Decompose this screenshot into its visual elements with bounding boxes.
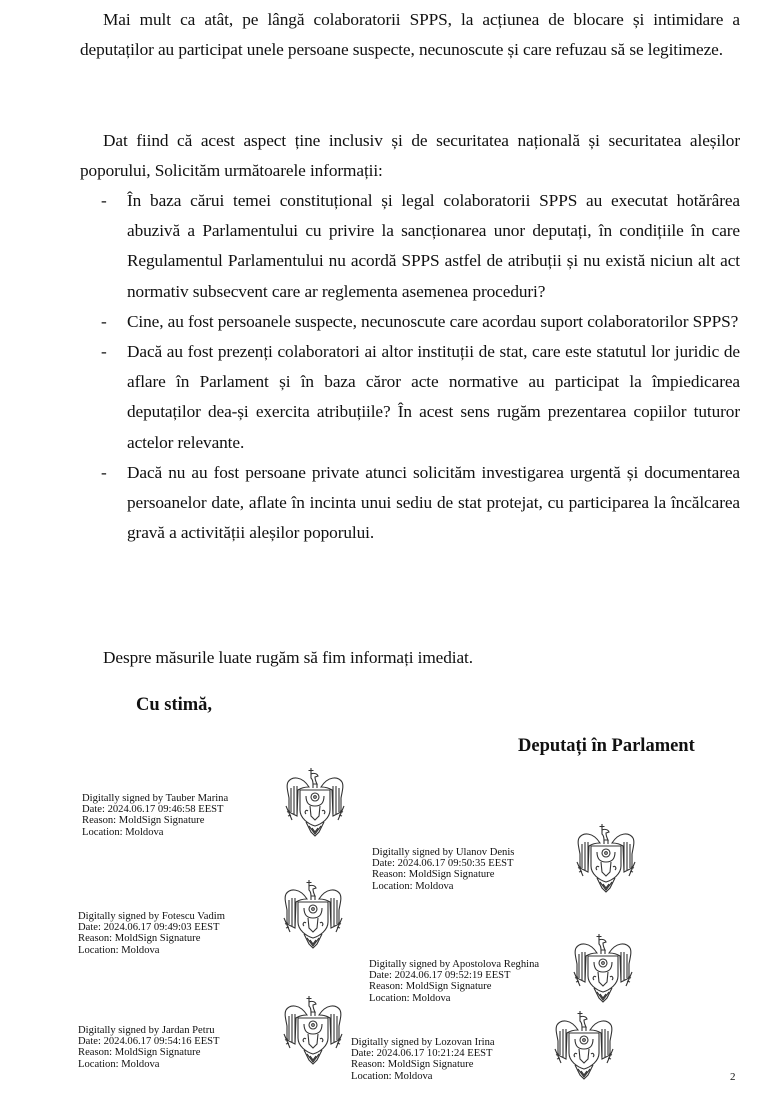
digital-signature-block[interactable]	[369, 959, 539, 1004]
signature-date: Date: 2024.06.17 09:52:19 EEST	[369, 970, 511, 982]
moldova-coat-of-arms-icon	[282, 878, 344, 950]
request-item	[80, 186, 740, 307]
paragraph-3-text: Despre măsurile luate rugăm să fim informați imediat.	[103, 648, 473, 667]
moldova-coat-of-arms-icon	[282, 994, 344, 1066]
requests-list	[80, 186, 740, 548]
signature-reason: Reason: MoldSign Signature	[351, 1059, 474, 1071]
signature-signer: Digitally signed by Lozovan Irina	[351, 1037, 495, 1048]
digital-signature-block[interactable]	[372, 847, 514, 892]
moldova-coat-of-arms-icon	[575, 822, 637, 894]
request-text: Dacă nu au fost persoane private atunci solicităm investigarea urgentă și documentarea persoanelor date, aflate în incinta unui sediu de stat protejat, cu participarea la încălcarea gravă a activității aleșilor poporului.	[127, 462, 740, 543]
signature-date: Date: 2024.06.17 09:54:16 EEST	[78, 1036, 220, 1048]
signature-signer: Digitally signed by Fotescu Vadim	[78, 911, 225, 922]
signature-location: Location: Moldova	[351, 1070, 433, 1082]
signature-signer: Digitally signed by Jardan Petru	[78, 1025, 215, 1036]
signature-date: Date: 2024.06.17 09:49:03 EEST	[78, 922, 220, 934]
paragraph-request-intro	[80, 126, 740, 186]
moldova-coat-of-arms-icon	[553, 1009, 615, 1081]
signature-reason: Reason: MoldSign Signature	[78, 933, 201, 945]
signature-signer: Digitally signed by Apostolova Reghina	[369, 959, 540, 970]
paragraph-2-text: Dat fiind că acest aspect ține inclusiv și de securitatea națională și securitatea aleșilor poporului, Solicităm următoarele informații:	[80, 131, 740, 181]
list-dash: -	[101, 311, 107, 331]
signature-signer: Digitally signed by Ulanov Denis	[372, 847, 515, 858]
page-number: 2	[730, 1071, 736, 1083]
request-text: Dacă au fost prezenți colaboratori ai altor instituții de stat, care este statutul lor juridic de aflare în Parlament și în baza căror acte normative au participat la împiedicarea deputaților dea-și exercita atribuțiile? În acest sens rugăm prezentarea copiilor tuturor actelor relevante.	[127, 342, 740, 452]
signature-date: Date: 2024.06.17 10:21:24 EEST	[351, 1048, 493, 1060]
moldova-coat-of-arms-icon	[284, 766, 346, 838]
signature-location: Location: Moldova	[78, 944, 160, 956]
signatory-title: Deputați în Parlament	[518, 736, 695, 756]
list-dash: -	[101, 462, 107, 482]
digital-signature-block[interactable]	[82, 793, 228, 838]
digital-signature-block[interactable]	[78, 1025, 220, 1070]
request-item	[80, 337, 740, 458]
request-item	[80, 458, 740, 549]
signature-reason: Reason: MoldSign Signature	[78, 1047, 201, 1059]
digital-signature-block[interactable]	[78, 911, 225, 956]
signature-reason: Reason: MoldSign Signature	[372, 869, 495, 881]
signature-location: Location: Moldova	[372, 880, 454, 892]
signature-location: Location: Moldova	[82, 826, 164, 838]
signature-date: Date: 2024.06.17 09:46:58 EEST	[82, 804, 224, 816]
moldova-coat-of-arms-icon	[572, 932, 634, 1004]
signature-date: Date: 2024.06.17 09:50:35 EEST	[372, 858, 514, 870]
request-item	[80, 307, 740, 337]
signature-signer: Digitally signed by Tauber Marina	[82, 793, 229, 804]
paragraph-participants	[80, 5, 740, 65]
paragraph-1-text: Mai mult ca atât, pe lângă colaboratorii SPPS, la acțiunea de blocare și intimidare a deputaților au participat unele persoane suspecte, necunoscute și care refuzau să se legitimeze.	[80, 10, 740, 60]
list-dash: -	[101, 342, 107, 362]
closing-salutation: Cu stimă,	[136, 695, 213, 715]
signature-reason: Reason: MoldSign Signature	[82, 815, 205, 827]
request-text: Cine, au fost persoanele suspecte, necunoscute care acordau suport colaboratorilor SPPS?	[127, 311, 739, 331]
paragraph-inform	[80, 643, 740, 673]
signature-reason: Reason: MoldSign Signature	[369, 981, 492, 993]
request-text: În baza cărui temei constituțional și legal colaboratorii SPPS au executat hotărârea abuzivă a Parlamentului cu privire la sancționarea unor deputați, în condițiile în care Regulamentul Parlamentului nu acordă SPPS astfel de atribuții și nu există niciun alt act normativ subsecvent care ar reglementa asemenea proceduri?	[127, 191, 740, 301]
digital-signature-block[interactable]	[351, 1037, 495, 1082]
signature-location: Location: Moldova	[369, 992, 451, 1004]
signature-location: Location: Moldova	[78, 1058, 160, 1070]
list-dash: -	[101, 191, 107, 210]
